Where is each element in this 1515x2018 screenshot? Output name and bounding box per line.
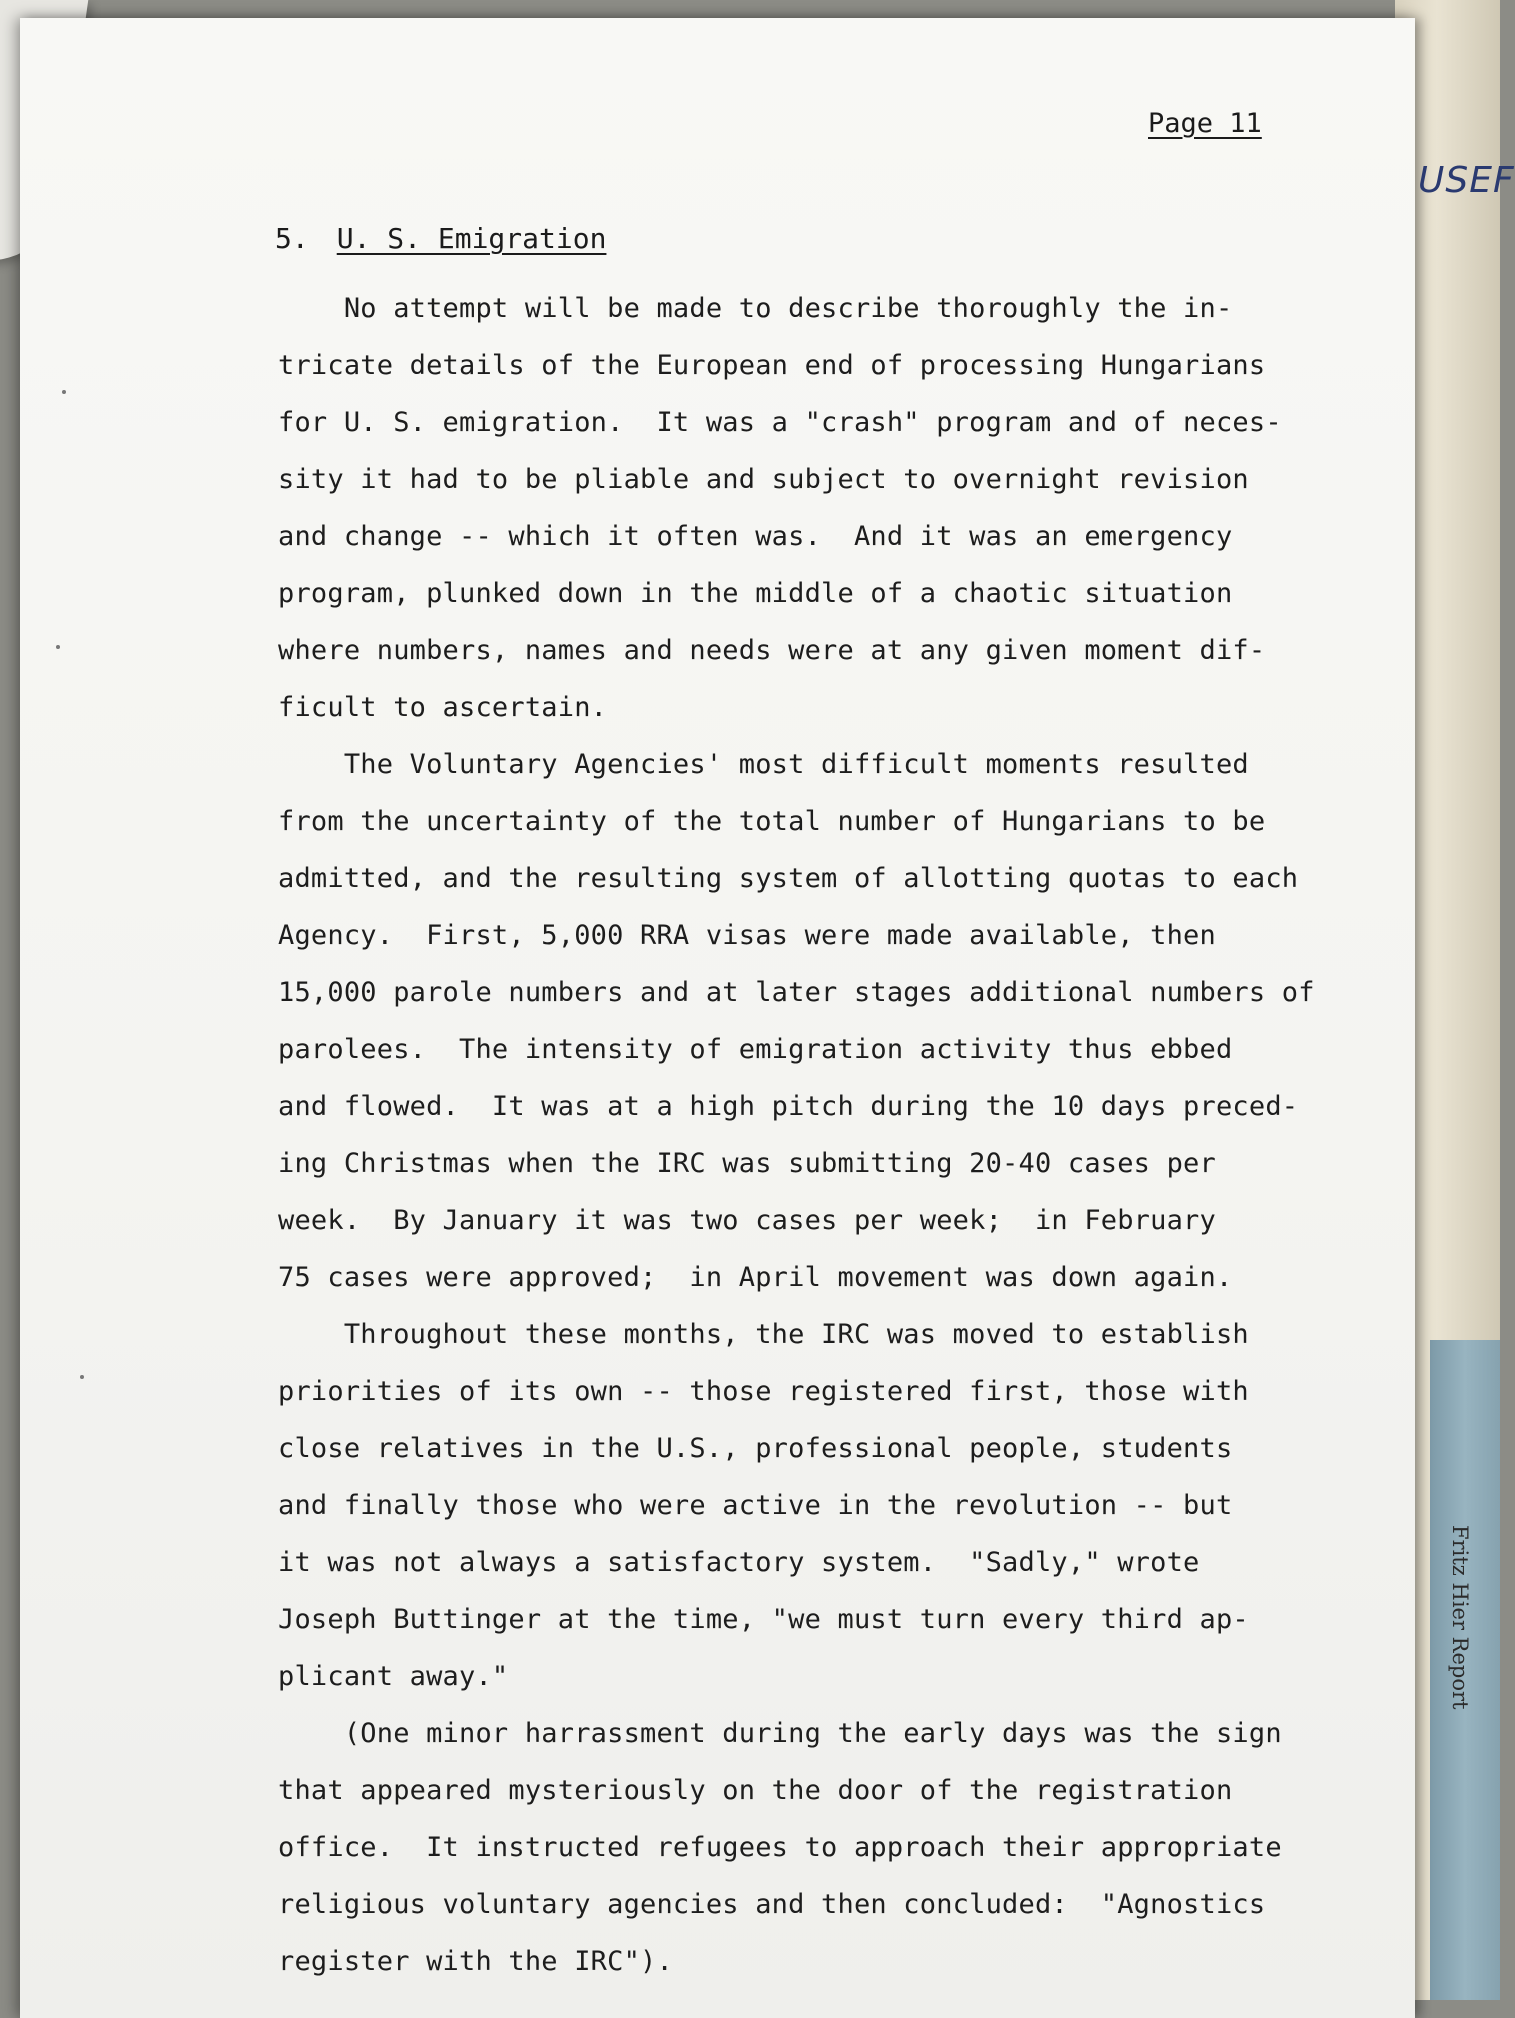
section-number: 5. — [275, 222, 309, 255]
handwritten-note: USEF — [1418, 160, 1515, 201]
text-line: No attempt will be made to describe thoroughly the in- — [278, 293, 1233, 324]
text-line: and finally those who were active in the revolution -- but — [278, 1490, 1233, 1521]
text-line: ficult to ascertain. — [278, 692, 608, 723]
text-line: it was not always a satisfactory system. "Sadly," wrote — [278, 1547, 1200, 1578]
text-line: priorities of its own -- those registered first, those with — [278, 1376, 1249, 1407]
text-line: office. It instructed refugees to approach their appropriate — [278, 1832, 1282, 1863]
section-title: U. S. Emigration — [336, 222, 607, 255]
text-line: that appeared mysteriously on the door of the registration — [278, 1775, 1233, 1806]
text-line: Throughout these months, the IRC was moved to establish — [278, 1319, 1249, 1350]
paper-speck — [62, 390, 66, 394]
text-line: Agency. First, 5,000 RRA visas were made available, then — [278, 920, 1216, 951]
folder-label: Fritz Hier Report — [1448, 1525, 1472, 1710]
text-line: Joseph Buttinger at the time, "we must turn every third ap- — [278, 1604, 1249, 1635]
text-line: tricate details of the European end of processing Hungarians — [278, 350, 1266, 381]
text-line: admitted, and the resulting system of allotting quotas to each — [278, 863, 1299, 894]
text-line: where numbers, names and needs were at any given moment dif- — [278, 635, 1266, 666]
text-line: 15,000 parole numbers and at later stages additional numbers of — [278, 977, 1315, 1008]
page-number: Page 11 — [1148, 108, 1262, 139]
text-line: for U. S. emigration. It was a "crash" program and of neces- — [278, 407, 1282, 438]
text-line: parolees. The intensity of emigration activity thus ebbed — [278, 1034, 1233, 1065]
text-line: program, plunked down in the middle of a chaotic situation — [278, 578, 1233, 609]
text-line: register with the IRC"). — [278, 1946, 673, 1977]
text-line: week. By January it was two cases per week; in February — [278, 1205, 1216, 1236]
text-line: sity it had to be pliable and subject to overnight revision — [278, 464, 1249, 495]
text-line: and change -- which it often was. And it was an emergency — [278, 521, 1233, 552]
text-line: and flowed. It was at a high pitch during the 10 days preced- — [278, 1091, 1299, 1122]
text-line: ing Christmas when the IRC was submitting 20-40 cases per — [278, 1148, 1216, 1179]
text-line: plicant away." — [278, 1661, 509, 1692]
paper-speck — [80, 1375, 84, 1379]
section-heading — [275, 222, 606, 255]
paper-speck — [56, 645, 60, 649]
text-line: religious voluntary agencies and then concluded: "Agnostics — [278, 1889, 1266, 1920]
text-line: (One minor harrassment during the early days was the sign — [278, 1718, 1282, 1749]
body-text — [278, 280, 1358, 1990]
text-line: from the uncertainty of the total number of Hungarians to be — [278, 806, 1266, 837]
text-line: The Voluntary Agencies' most difficult moments resulted — [278, 749, 1249, 780]
text-line: 75 cases were approved; in April movement was down again. — [278, 1262, 1233, 1293]
text-line: close relatives in the U.S., professional people, students — [278, 1433, 1233, 1464]
